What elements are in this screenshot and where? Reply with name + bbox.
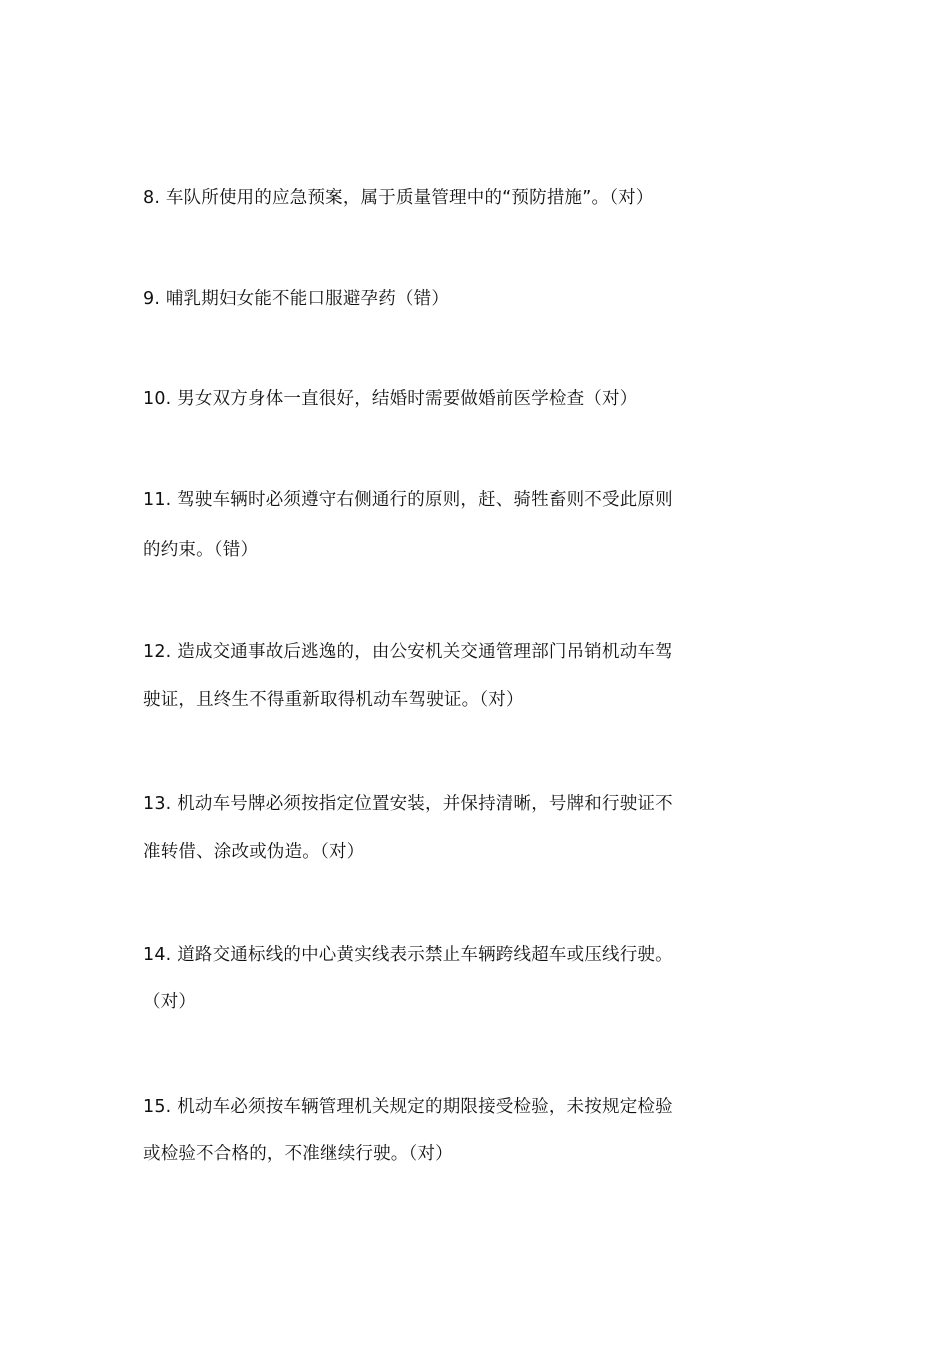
question-11-line-2: 的约束。（错） xyxy=(143,540,259,560)
question-14-line-2: （对） xyxy=(143,992,197,1012)
question-15-line-1: 15. 机动车必须按车辆管理机关规定的期限接受检验，未按规定检验 xyxy=(143,1097,673,1117)
question-12-line-1: 12. 造成交通事故后逃逸的，由公安机关交通管理部门吊销机动车驾 xyxy=(143,642,673,662)
question-9-line-1: 9. 哺乳期妇女能不能口服避孕药（错） xyxy=(143,289,450,309)
question-13-line-2: 准转借、涂改或伪造。（对） xyxy=(143,842,365,862)
question-10-line-1: 10. 男女双方身体一直很好，结婚时需要做婚前医学检查（对） xyxy=(143,389,638,409)
question-12-line-2: 驶证，且终生不得重新取得机动车驾驶证。（对） xyxy=(143,690,524,710)
question-11-line-1: 11. 驾驶车辆时必须遵守右侧通行的原则，赶、骑牲畜则不受此原则 xyxy=(143,490,673,510)
question-14-line-1: 14. 道路交通标线的中心黄实线表示禁止车辆跨线超车或压线行驶。 xyxy=(143,945,673,965)
question-13-line-1: 13. 机动车号牌必须按指定位置安装，并保持清晰，号牌和行驶证不 xyxy=(143,794,673,814)
question-15-line-2: 或检验不合格的，不准继续行驶。（对） xyxy=(143,1144,453,1164)
question-8-line-1: 8. 车队所使用的应急预案，属于质量管理中的“预防措施”。（对） xyxy=(143,188,654,208)
